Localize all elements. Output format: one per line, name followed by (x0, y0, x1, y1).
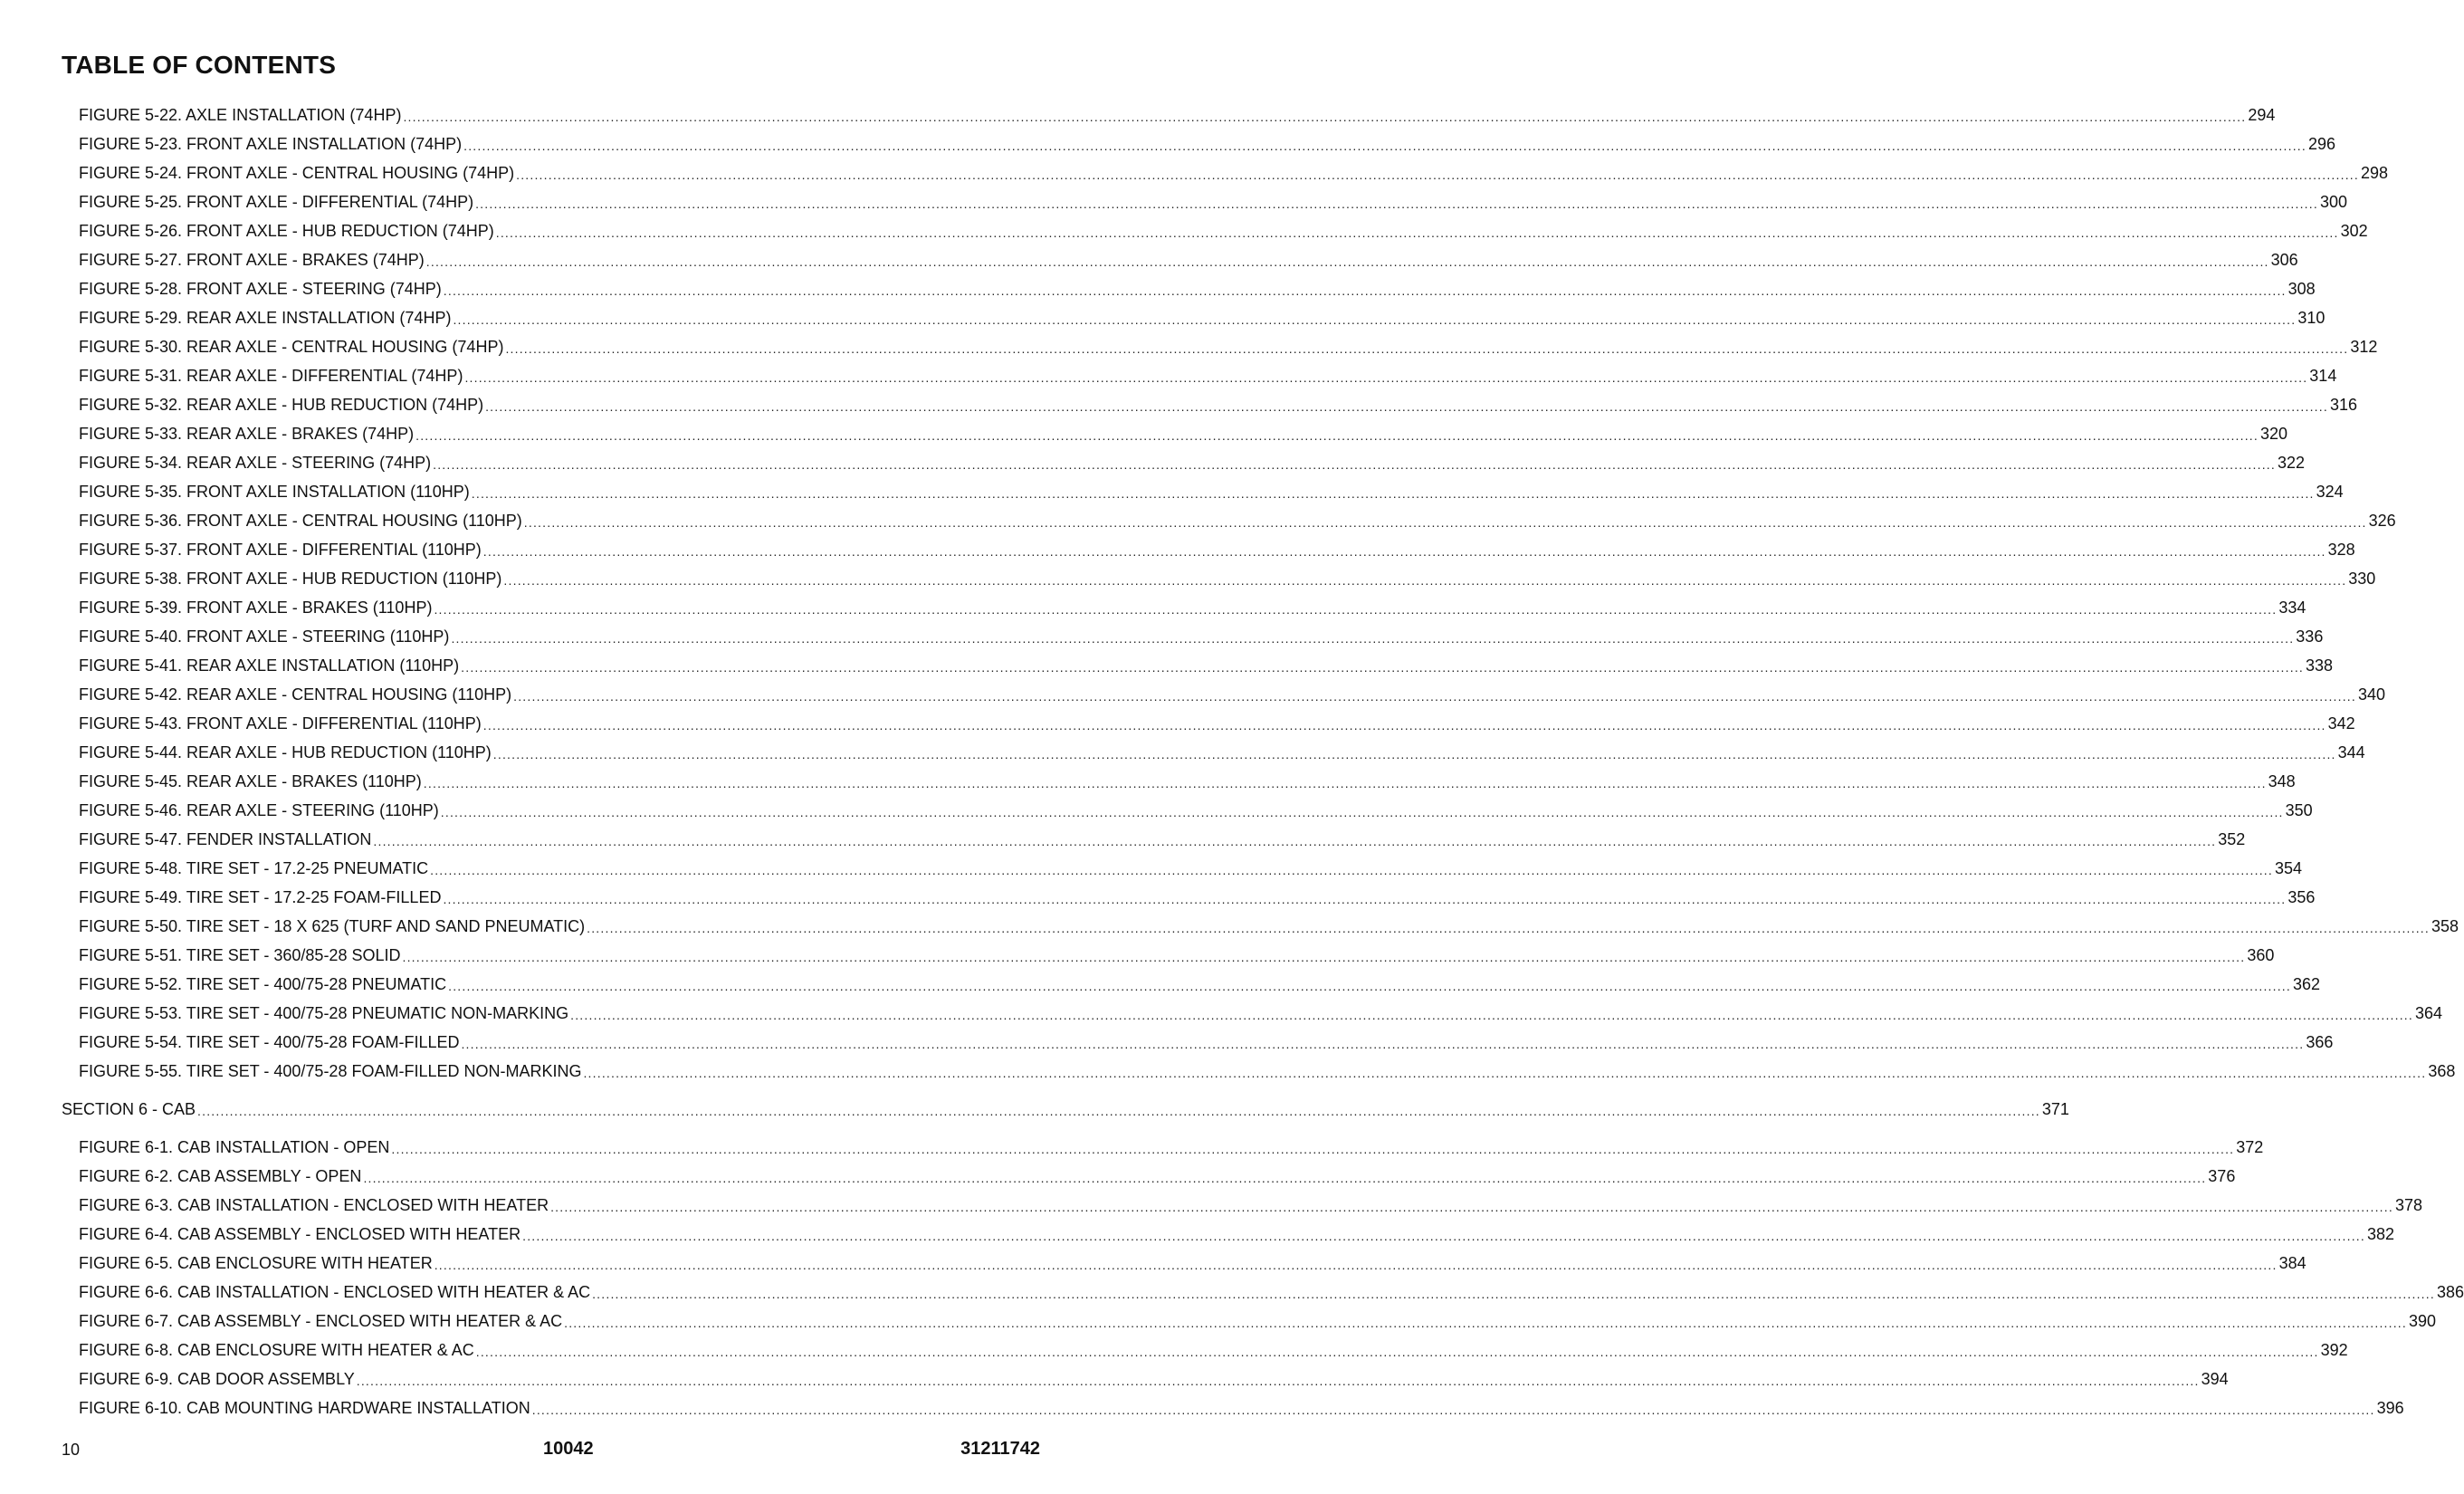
toc-entry-label: FIGURE 5-25. FRONT AXLE - DIFFERENTIAL (74HP) (79, 193, 474, 211)
toc-entry-page: 302 (2340, 222, 2368, 240)
toc-dot-leader: ................................................................................................................................................................................................................................................................................................................................................................................................................ (461, 1037, 2305, 1051)
toc-dot-leader: ................................................................................................................................................................................................................................................................................................................................................................................................................ (403, 110, 2247, 124)
toc-entry-page: 392 (2320, 1341, 2348, 1359)
toc-entry-label: FIGURE 5-49. TIRE SET - 17.2-25 FOAM-FILLED (79, 888, 442, 906)
toc-entry-page: 336 (2296, 627, 2324, 646)
toc-entry-page: 338 (2306, 656, 2334, 675)
toc-entry-label: FIGURE 6-5. CAB ENCLOSURE WITH HEATER (79, 1254, 433, 1272)
toc-entry-label: FIGURE 5-23. FRONT AXLE INSTALLATION (74HP) (79, 135, 463, 153)
toc-dot-leader: ................................................................................................................................................................................................................................................................................................................................................................................................................ (451, 631, 2295, 646)
toc-entry-label: FIGURE 5-40. FRONT AXLE - STEERING (110HP) (79, 627, 450, 646)
toc-dot-leader: ................................................................................................................................................................................................................................................................................................................................................................................................................ (485, 399, 2328, 414)
toc-entry-page: 340 (2357, 685, 2386, 704)
toc-entry-page: 368 (2428, 1062, 2456, 1080)
toc-figure-entry[interactable] (0, 448, 2306, 477)
toc-entry-page: 364 (2414, 1004, 2443, 1022)
toc-entry-label: FIGURE 5-36. FRONT AXLE - CENTRAL HOUSING (110HP) (79, 512, 522, 530)
toc-entry-page: 382 (2366, 1225, 2395, 1243)
toc-figure-entry[interactable] (0, 332, 2378, 361)
toc-dot-leader: ................................................................................................................................................................................................................................................................................................................................................................................................................ (482, 544, 2326, 559)
toc-dot-leader: ................................................................................................................................................................................................................................................................................................................................................................................................................ (373, 834, 2217, 848)
toc-entry-page: 372 (2236, 1138, 2264, 1156)
toc-entry-label: FIGURE 5-37. FRONT AXLE - DIFFERENTIAL (110HP) (79, 541, 482, 559)
toc-entry-label: FIGURE 5-55. TIRE SET - 400/75-28 FOAM-FILLED NON-MARKING (79, 1062, 582, 1080)
toc-entry-label: FIGURE 5-32. REAR AXLE - HUB REDUCTION (74HP) (79, 396, 484, 414)
toc-entry-page: 394 (2201, 1370, 2229, 1388)
toc-figure-entry[interactable] (0, 1191, 2422, 1220)
toc-figure-entry[interactable] (0, 854, 2303, 883)
toc-entry-page: 350 (2285, 801, 2313, 819)
toc-dot-leader: ................................................................................................................................................................................................................................................................................................................................................................................................................ (453, 312, 2297, 327)
toc-figure-entry[interactable] (0, 274, 2316, 303)
toc-entry-label: FIGURE 5-33. REAR AXLE - BRAKES (74HP) (79, 425, 415, 443)
toc-figure-entry[interactable] (0, 767, 2296, 796)
toc-entry-page: 376 (2208, 1167, 2236, 1185)
toc-entry-label: SECTION 6 - CAB (62, 1100, 196, 1118)
toc-entry-label: FIGURE 6-6. CAB INSTALLATION - ENCLOSED WITH HEATER & AC (79, 1283, 591, 1301)
toc-figure-entry[interactable] (0, 593, 2306, 622)
toc-dot-leader: ................................................................................................................................................................................................................................................................................................................................................................................................................ (443, 283, 2287, 298)
toc-entry-label: FIGURE 5-35. FRONT AXLE INSTALLATION (110HP) (79, 483, 470, 501)
toc-entry-page: 294 (2248, 106, 2276, 124)
toc-entry-label: FIGURE 5-45. REAR AXLE - BRAKES (110HP) (79, 772, 422, 790)
toc-figure-entry[interactable] (0, 1162, 2236, 1191)
toc-entry-label: FIGURE 5-29. REAR AXLE INSTALLATION (74HP) (79, 309, 452, 327)
toc-dot-leader: ................................................................................................................................................................................................................................................................................................................................................................................................................ (440, 805, 2284, 819)
toc-dot-leader: ................................................................................................................................................................................................................................................................................................................................................................................................................ (495, 225, 2339, 240)
toc-figure-entry[interactable] (0, 101, 2276, 129)
toc-dot-leader: ................................................................................................................................................................................................................................................................................................................................................................................................................ (433, 457, 2276, 472)
toc-figure-entry[interactable] (0, 303, 2326, 332)
toc-figure-entry[interactable] (0, 477, 2344, 506)
toc-dot-leader: ................................................................................................................................................................................................................................................................................................................................................................................................................ (471, 486, 2315, 501)
toc-dot-leader: ................................................................................................................................................................................................................................................................................................................................................................................................................ (448, 979, 2291, 993)
toc-figure-entry[interactable] (0, 158, 2389, 187)
toc-dot-leader: ................................................................................................................................................................................................................................................................................................................................................................................................................ (461, 660, 2304, 675)
toc-dot-leader: ................................................................................................................................................................................................................................................................................................................................................................................................................ (587, 921, 2430, 935)
toc-dot-leader: ................................................................................................................................................................................................................................................................................................................................................................................................................ (197, 1104, 2040, 1118)
toc-entry-label: FIGURE 5-27. FRONT AXLE - BRAKES (74HP) (79, 251, 425, 269)
toc-entry-page: 334 (2278, 599, 2306, 617)
toc-figure-entry[interactable] (0, 738, 2365, 767)
toc-entry-label: FIGURE 5-43. FRONT AXLE - DIFFERENTIAL (110HP) (79, 714, 482, 733)
toc-figure-entry[interactable] (0, 1028, 2334, 1057)
toc-entry-page: 352 (2218, 830, 2246, 848)
footer-doc-number: 31211742 (960, 1439, 1040, 1459)
toc-entry-page: 360 (2247, 946, 2275, 964)
toc-entry-label: FIGURE 5-31. REAR AXLE - DIFFERENTIAL (74HP) (79, 367, 463, 385)
toc-entry-page: 358 (2431, 917, 2459, 935)
toc-figure-entry[interactable] (0, 1365, 2229, 1393)
toc-figure-entry[interactable] (0, 1307, 2437, 1336)
toc-entry-label: FIGURE 5-22. AXLE INSTALLATION (74HP) (79, 106, 402, 124)
toc-entry-page: 386 (2436, 1283, 2464, 1301)
toc-entry-page: 348 (2268, 772, 2296, 790)
toc-dot-leader: ................................................................................................................................................................................................................................................................................................................................................................................................................ (513, 689, 2356, 704)
toc-dot-leader: ................................................................................................................................................................................................................................................................................................................................................................................................................ (570, 1008, 2413, 1022)
toc-figure-entry[interactable] (0, 506, 2396, 535)
toc-figure-entry[interactable] (0, 535, 2355, 564)
toc-entry-page: 296 (2307, 135, 2336, 153)
toc-dot-leader: ................................................................................................................................................................................................................................................................................................................................................................................................................ (475, 196, 2318, 211)
toc-entry-page: 310 (2297, 309, 2326, 327)
toc-entry-label: FIGURE 5-54. TIRE SET - 400/75-28 FOAM-FILLED (79, 1033, 460, 1051)
toc-entry-label: FIGURE 5-52. TIRE SET - 400/75-28 PNEUMATIC (79, 975, 447, 993)
toc-figure-entry[interactable] (0, 941, 2275, 970)
toc-figure-entry[interactable] (0, 1249, 2306, 1278)
toc-dot-leader: ................................................................................................................................................................................................................................................................................................................................................................................................................ (464, 370, 2308, 385)
toc-figure-entry[interactable] (0, 216, 2368, 245)
toc-entry-page: 298 (2360, 164, 2389, 182)
toc-entry-page: 322 (2277, 454, 2306, 472)
toc-entry-page: 362 (2292, 975, 2321, 993)
toc-entry-label: FIGURE 5-47. FENDER INSTALLATION (79, 830, 372, 848)
toc-entry-label: FIGURE 5-50. TIRE SET - 18 X 625 (TURF AND SAND PNEUMATIC) (79, 917, 586, 935)
toc-figure-entry[interactable] (0, 999, 2443, 1028)
toc-entry-label: FIGURE 5-26. FRONT AXLE - HUB REDUCTION (74HP) (79, 222, 494, 240)
toc-dot-leader: ................................................................................................................................................................................................................................................................................................................................................................................................................ (402, 950, 2246, 964)
toc-figure-entry[interactable] (0, 1220, 2395, 1249)
toc-dot-leader: ................................................................................................................................................................................................................................................................................................................................................................................................................ (443, 892, 2287, 906)
toc-dot-leader: ................................................................................................................................................................................................................................................................................................................................................................................................................ (523, 515, 2367, 530)
toc-figure-entry[interactable] (0, 622, 2324, 651)
toc-entry-label: FIGURE 6-10. CAB MOUNTING HARDWARE INSTALLATION (79, 1399, 530, 1417)
toc-entry-label: FIGURE 5-48. TIRE SET - 17.2-25 PNEUMATIC (79, 859, 429, 877)
toc-figure-entry[interactable] (0, 129, 2336, 158)
toc-figure-entry[interactable] (0, 390, 2357, 419)
toc-dot-leader: ................................................................................................................................................................................................................................................................................................................................................................................................................ (425, 254, 2269, 269)
toc-entry-page: 390 (2408, 1312, 2437, 1330)
toc-dot-leader: ................................................................................................................................................................................................................................................................................................................................................................................................................ (430, 863, 2273, 877)
toc-entry-label: FIGURE 6-8. CAB ENCLOSURE WITH HEATER & AC (79, 1341, 474, 1359)
toc-entry-page: 300 (2319, 193, 2347, 211)
toc-entry-page: 356 (2287, 888, 2316, 906)
toc-dot-leader: ................................................................................................................................................................................................................................................................................................................................................................................................................ (482, 718, 2326, 733)
toc-entry-page: 320 (2259, 425, 2288, 443)
toc-entry-page: 378 (2394, 1196, 2422, 1214)
toc-entry-label: FIGURE 5-24. FRONT AXLE - CENTRAL HOUSING (74HP) (79, 164, 515, 182)
footer-page-number: 10 (62, 1441, 81, 1459)
toc-dot-leader: ................................................................................................................................................................................................................................................................................................................................................................................................................ (475, 1345, 2319, 1359)
toc-figure-entry[interactable] (0, 680, 2386, 709)
toc-figure-entry[interactable] (0, 883, 2316, 912)
toc-entry-label: FIGURE 5-42. REAR AXLE - CENTRAL HOUSING (110HP) (79, 685, 512, 704)
toc-figure-entry[interactable] (0, 564, 2376, 593)
toc-dot-leader: ................................................................................................................................................................................................................................................................................................................................................................................................................ (492, 747, 2336, 761)
toc-dot-leader: ................................................................................................................................................................................................................................................................................................................................................................................................................ (531, 1403, 2375, 1417)
toc-entry-page: 316 (2329, 396, 2357, 414)
page-title: TABLE OF CONTENTS (62, 51, 337, 79)
toc-entry-label: FIGURE 5-38. FRONT AXLE - HUB REDUCTION (110HP) (79, 570, 502, 588)
toc-entry-label: FIGURE 6-2. CAB ASSEMBLY - OPEN (79, 1167, 362, 1185)
toc-entry-label: FIGURE 6-1. CAB INSTALLATION - OPEN (79, 1138, 390, 1156)
toc-entry-label: FIGURE 5-44. REAR AXLE - HUB REDUCTION (110HP) (79, 743, 492, 761)
toc-dot-leader: ................................................................................................................................................................................................................................................................................................................................................................................................................ (463, 139, 2306, 153)
footer-center-code: 10042 (543, 1439, 594, 1459)
toc-section-entry[interactable] (0, 1095, 2069, 1124)
toc-entry-label: FIGURE 6-4. CAB ASSEMBLY - ENCLOSED WITH HEATER (79, 1225, 521, 1243)
toc-entry-label: FIGURE 5-51. TIRE SET - 360/85-28 SOLID (79, 946, 401, 964)
toc-dot-leader: ................................................................................................................................................................................................................................................................................................................................................................................................................ (583, 1066, 2427, 1080)
toc-dot-leader: ................................................................................................................................................................................................................................................................................................................................................................................................................ (516, 168, 2359, 182)
toc-entry-label: FIGURE 5-46. REAR AXLE - STEERING (110HP) (79, 801, 439, 819)
toc-dot-leader: ................................................................................................................................................................................................................................................................................................................................................................................................................ (356, 1374, 2200, 1388)
toc-entry-page: 314 (2309, 367, 2337, 385)
toc-entry-page: 330 (2348, 570, 2376, 588)
toc-dot-leader: ................................................................................................................................................................................................................................................................................................................................................................................................................ (363, 1171, 2207, 1185)
toc-entry-page: 328 (2327, 541, 2355, 559)
toc-figure-entry[interactable] (0, 709, 2355, 738)
toc-figure-entry[interactable] (0, 1336, 2348, 1365)
toc-entry-page: 326 (2368, 512, 2396, 530)
toc-entry-label: FIGURE 6-3. CAB INSTALLATION - ENCLOSED WITH HEATER (79, 1196, 549, 1214)
toc-figure-entry[interactable] (0, 1133, 2264, 1162)
toc-figure-entry[interactable] (0, 1393, 2404, 1422)
toc-dot-leader: ................................................................................................................................................................................................................................................................................................................................................................................................................ (522, 1229, 2365, 1243)
toc-dot-leader: ................................................................................................................................................................................................................................................................................................................................................................................................................ (423, 776, 2267, 790)
toc-dot-leader: ................................................................................................................................................................................................................................................................................................................................................................................................................ (564, 1316, 2407, 1330)
toc-figure-entry[interactable] (0, 1278, 2464, 1307)
toc-entry-page: 306 (2270, 251, 2298, 269)
toc-list (0, 101, 2464, 1422)
toc-entry-label: FIGURE 5-30. REAR AXLE - CENTRAL HOUSING (74HP) (79, 338, 504, 356)
toc-entry-page: 342 (2327, 714, 2355, 733)
toc-figure-entry[interactable] (0, 796, 2313, 825)
toc-entry-page: 324 (2316, 483, 2344, 501)
toc-figure-entry[interactable] (0, 419, 2288, 448)
toc-entry-label: FIGURE 6-7. CAB ASSEMBLY - ENCLOSED WITH HEATER & AC (79, 1312, 563, 1330)
toc-figure-entry[interactable] (0, 245, 2298, 274)
toc-entry-page: 344 (2337, 743, 2365, 761)
toc-figure-entry[interactable] (0, 361, 2337, 390)
toc-dot-leader: ................................................................................................................................................................................................................................................................................................................................................................................................................ (434, 1258, 2278, 1272)
toc-dot-leader: ................................................................................................................................................................................................................................................................................................................................................................................................................ (391, 1142, 2235, 1156)
toc-figure-entry[interactable] (0, 187, 2347, 216)
toc-figure-entry[interactable] (0, 1057, 2456, 1086)
toc-figure-entry[interactable] (0, 970, 2321, 999)
toc-entry-page: 354 (2274, 859, 2303, 877)
toc-figure-entry[interactable] (0, 651, 2334, 680)
toc-entry-page: 396 (2376, 1399, 2404, 1417)
toc-figure-entry[interactable] (0, 912, 2459, 941)
toc-entry-page: 371 (2041, 1100, 2069, 1118)
toc-dot-leader: ................................................................................................................................................................................................................................................................................................................................................................................................................ (434, 602, 2278, 617)
toc-dot-leader: ................................................................................................................................................................................................................................................................................................................................................................................................................ (505, 341, 2349, 356)
toc-entry-page: 308 (2287, 280, 2316, 298)
toc-entry-page: 384 (2278, 1254, 2306, 1272)
toc-entry-label: FIGURE 5-41. REAR AXLE INSTALLATION (110HP) (79, 656, 460, 675)
toc-dot-leader: ................................................................................................................................................................................................................................................................................................................................................................................................................ (503, 573, 2347, 588)
toc-entry-label: FIGURE 5-39. FRONT AXLE - BRAKES (110HP) (79, 599, 433, 617)
toc-entry-label: FIGURE 5-34. REAR AXLE - STEERING (74HP) (79, 454, 432, 472)
toc-entry-label: FIGURE 5-53. TIRE SET - 400/75-28 PNEUMATIC NON-MARKING (79, 1004, 569, 1022)
toc-entry-label: FIGURE 6-9. CAB DOOR ASSEMBLY (79, 1370, 355, 1388)
toc-dot-leader: ................................................................................................................................................................................................................................................................................................................................................................................................................ (550, 1200, 2393, 1214)
toc-entry-page: 366 (2306, 1033, 2334, 1051)
toc-entry-page: 312 (2350, 338, 2378, 356)
toc-dot-leader: ................................................................................................................................................................................................................................................................................................................................................................................................................ (415, 428, 2259, 443)
toc-figure-entry[interactable] (0, 825, 2246, 854)
toc-entry-label: FIGURE 5-28. FRONT AXLE - STEERING (74HP) (79, 280, 442, 298)
toc-dot-leader: ................................................................................................................................................................................................................................................................................................................................................................................................................ (592, 1287, 2435, 1301)
